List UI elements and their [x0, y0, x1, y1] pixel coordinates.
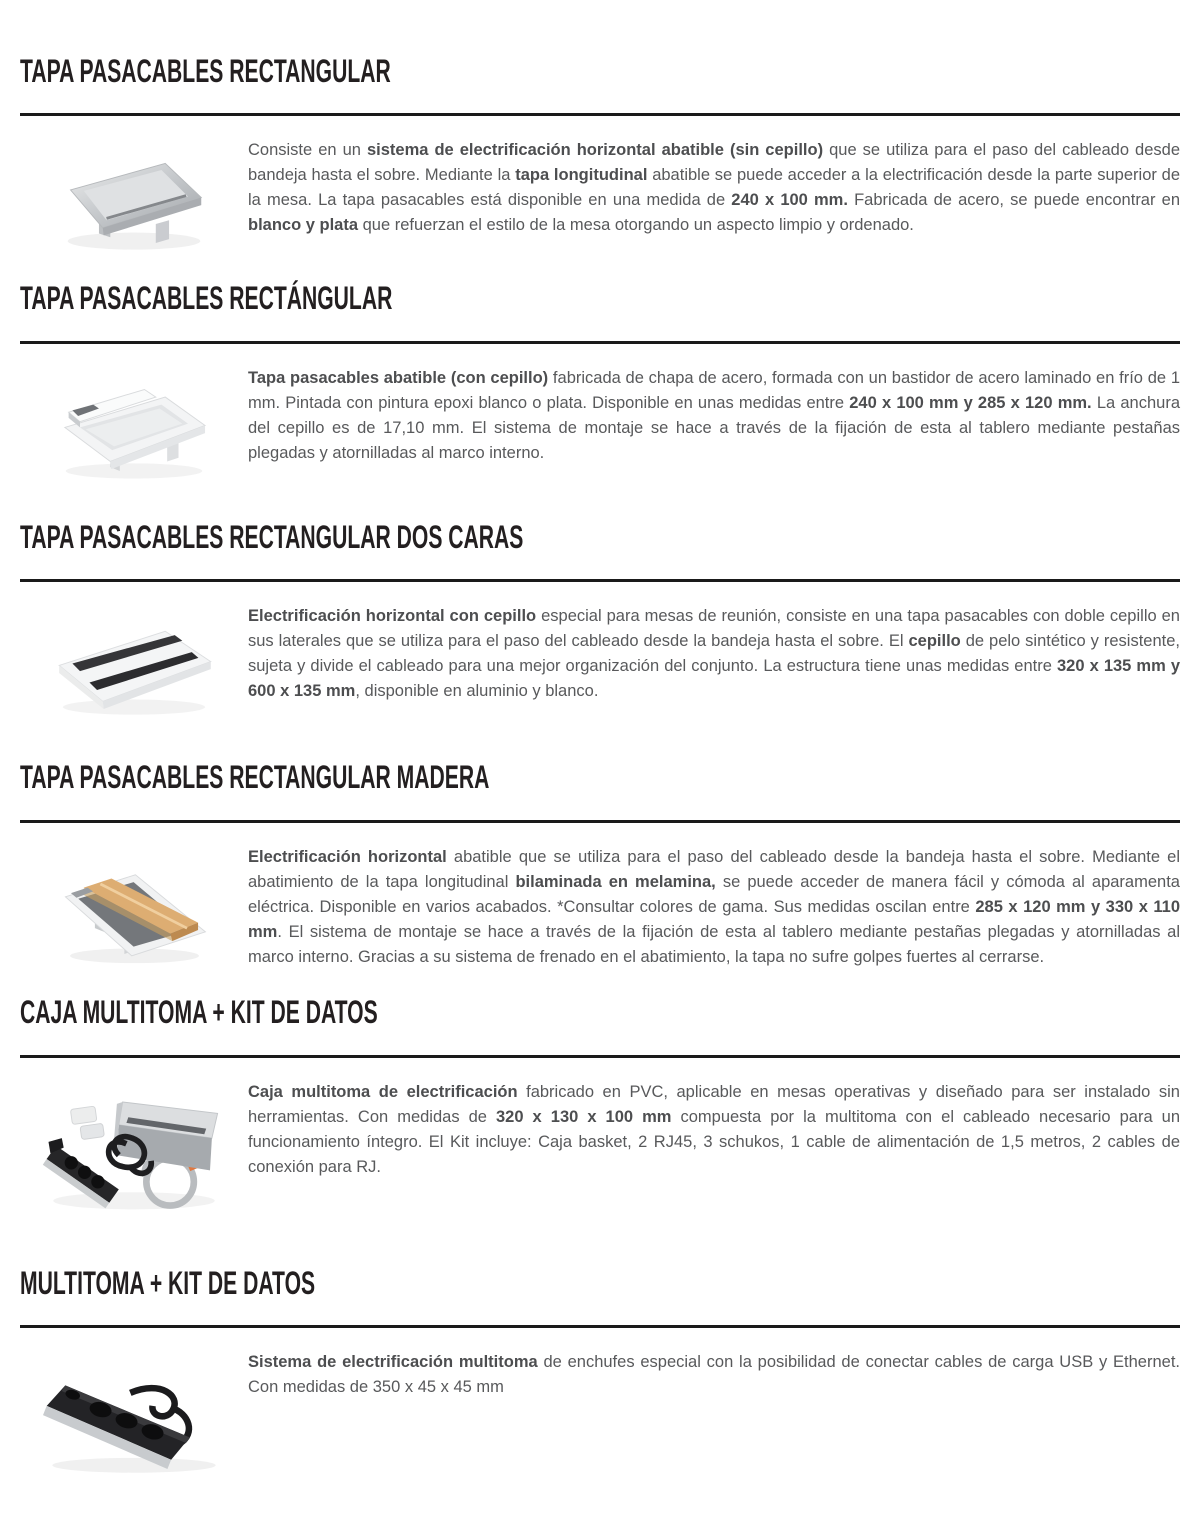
paragraph-run: Tapa pasacables abatible (con cepillo)	[248, 368, 549, 387]
paragraph-run: 320 x 130 x 100 mm	[496, 1107, 672, 1126]
paragraph-run: abatible se puede acceder a la electrificación desde la parte superior de la mesa. La tapa pasacables está disponible en una medida de	[248, 166, 1180, 210]
section-title-text: TAPA PASACABLES RECTANGULAR	[20, 52, 391, 89]
section-body	[20, 845, 1180, 970]
paragraph-run: Consiste en un	[248, 141, 367, 160]
section-title	[20, 280, 1180, 317]
product-image	[20, 366, 248, 483]
product-image	[20, 845, 248, 967]
product-render-grommet-double-brush-icon	[44, 606, 224, 721]
section-body	[20, 138, 1180, 255]
product-render-multitoma-bar-icon	[39, 1352, 229, 1482]
product-section	[20, 518, 1181, 722]
section-body	[20, 1350, 1180, 1482]
paragraph-run: bilaminada en melamina,	[515, 872, 716, 891]
paragraph-run: de enchufes especial con la posibilidad de conectar cables de carga USB y Ethernet. Con medidas de 350 x 45 x 45 mm	[248, 1353, 1180, 1397]
paragraph-run: 240 x 100 mm y 285 x 120 mm.	[849, 393, 1092, 412]
paragraph-run: de pelo sintético y resistente, sujeta y divide el cableado para una mejor organización del conjunto. La estructura tiene unas medidas entre	[248, 632, 1180, 676]
section-body	[20, 604, 1180, 721]
section-body	[20, 1080, 1180, 1217]
section-divider	[20, 1055, 1180, 1058]
paragraph-run: 320 x 135 mm y 600 x 135 mm	[248, 657, 1181, 701]
paragraph-run: fabricada de chapa de acero, formada con un bastidor de acero laminado en frío de 1 mm. Pintada con pintura epoxi blanco o plata. Disponible en unas medidas entre	[248, 368, 1180, 412]
paragraph-run: compuesta por la multitoma con el cableado necesario para un funcionamiento íntegro. El Kit incluye: Caja basket, 2 RJ45, 3 schukos, 1 cable de alimentación de 1,5 metros, 2 cables de conexión para RJ.	[248, 1107, 1180, 1176]
paragraph-run: Fabricada de acero, se puede encontrar en	[847, 191, 1180, 210]
paragraph-run: Electrificación horizontal con cepillo	[248, 607, 537, 626]
product-image	[20, 1350, 248, 1482]
paragraph-run: tapa longitudinal	[515, 166, 648, 185]
product-section	[20, 1264, 1180, 1483]
section-paragraph	[248, 1080, 1180, 1180]
paragraph-run: blanco y plata	[248, 216, 359, 235]
paragraph-run: . El sistema de montaje se hace a través de la fijación de esta al tablero mediante pestañas plegadas y atornilladas al marco interno. Gracias a su sistema de frenado en el abatimiento, la tapa no sufre golpes fuertes al cerrarse.	[248, 922, 1180, 966]
section-title-text: CAJA MULTITOMA + KIT DE DATOS	[20, 994, 378, 1031]
section-divider	[20, 113, 1180, 116]
section-paragraph	[248, 138, 1180, 238]
product-section	[20, 282, 1180, 483]
section-paragraph	[248, 604, 1180, 704]
paragraph-run: especial para mesas de reunión, consiste en una tapa pasacables con doble cepillo en sus laterales que se utiliza para el paso del cableado desde la bandeja hasta el sobre. El	[248, 607, 1180, 651]
section-title-text: MULTITOMA + KIT DE DATOS	[20, 1264, 316, 1301]
sections	[20, 52, 1181, 1483]
section-title	[20, 994, 1180, 1031]
paragraph-run: se puede acceder de manera fácil y cómoda al aparamenta eléctrica. Disponible en varios acabados. *Consultar colores de gama. Sus medidas oscilan entre	[248, 872, 1180, 916]
product-render-grommet-closed-silver-icon	[44, 140, 224, 255]
section-title	[20, 1264, 1180, 1301]
section-title-text: TAPA PASACABLES RECTÁNGULAR	[20, 280, 393, 317]
section-title	[20, 759, 1180, 796]
section-title	[20, 518, 1180, 555]
section-paragraph	[248, 845, 1180, 970]
paragraph-run: 285 x 120 mm y 330 x 110 mm	[248, 897, 1180, 941]
paragraph-run: que se utiliza para el paso del cableado desde bandeja hasta el sobre. Mediante la	[248, 141, 1181, 185]
paragraph-run: 240 x 100 mm.	[731, 191, 848, 210]
product-image	[20, 604, 248, 721]
paragraph-run: abatible que se utiliza para el paso del cableado desde la bandeja hasta el sobre. Mediante el abatimiento de la tapa longitudinal	[248, 847, 1180, 891]
product-render-grommet-brush-open-icon	[44, 368, 224, 483]
paragraph-run: sistema de electrificación horizontal abatible (sin cepillo)	[366, 141, 824, 160]
product-render-grommet-wood-icon	[47, 847, 222, 967]
paragraph-run: Caja multitoma de electrificación	[248, 1082, 518, 1101]
section-body	[20, 366, 1180, 483]
section-title	[20, 52, 1180, 89]
paragraph-run: cepillo	[908, 632, 961, 651]
paragraph-run: , disponible en aluminio y blanco.	[355, 682, 599, 701]
paragraph-run: La anchura del cepillo es de 17,10 mm. El sistema de montaje se hace a través de la fijación de esta al tablero mediante pestañas plegadas y atornilladas al marco interno.	[248, 393, 1180, 462]
section-divider	[20, 579, 1180, 582]
paragraph-run: Sistema de electrificación multitoma	[248, 1353, 538, 1372]
paragraph-run: fabricado en PVC, aplicable en mesas operativas y diseñado para ser instalado sin herramientas. Con medidas de	[248, 1082, 1180, 1126]
section-title-text: TAPA PASACABLES RECTANGULAR DOS CARAS	[20, 518, 524, 555]
section-divider	[20, 1325, 1180, 1328]
product-image	[20, 1080, 248, 1217]
section-paragraph	[248, 1350, 1180, 1400]
paragraph-run: Electrificación horizontal	[248, 847, 447, 866]
product-section	[20, 996, 1180, 1217]
product-section	[20, 52, 1181, 256]
paragraph-run: que refuerzan el estilo de la mesa otorgando un aspecto limpio y ordenado.	[358, 216, 914, 235]
section-paragraph	[248, 366, 1180, 466]
product-section	[20, 761, 1180, 970]
product-render-multitoma-kit-icon	[39, 1082, 229, 1217]
product-image	[20, 138, 248, 255]
section-title-text: TAPA PASACABLES RECTANGULAR MADERA	[20, 759, 490, 796]
section-divider	[20, 820, 1180, 823]
section-divider	[20, 341, 1180, 344]
